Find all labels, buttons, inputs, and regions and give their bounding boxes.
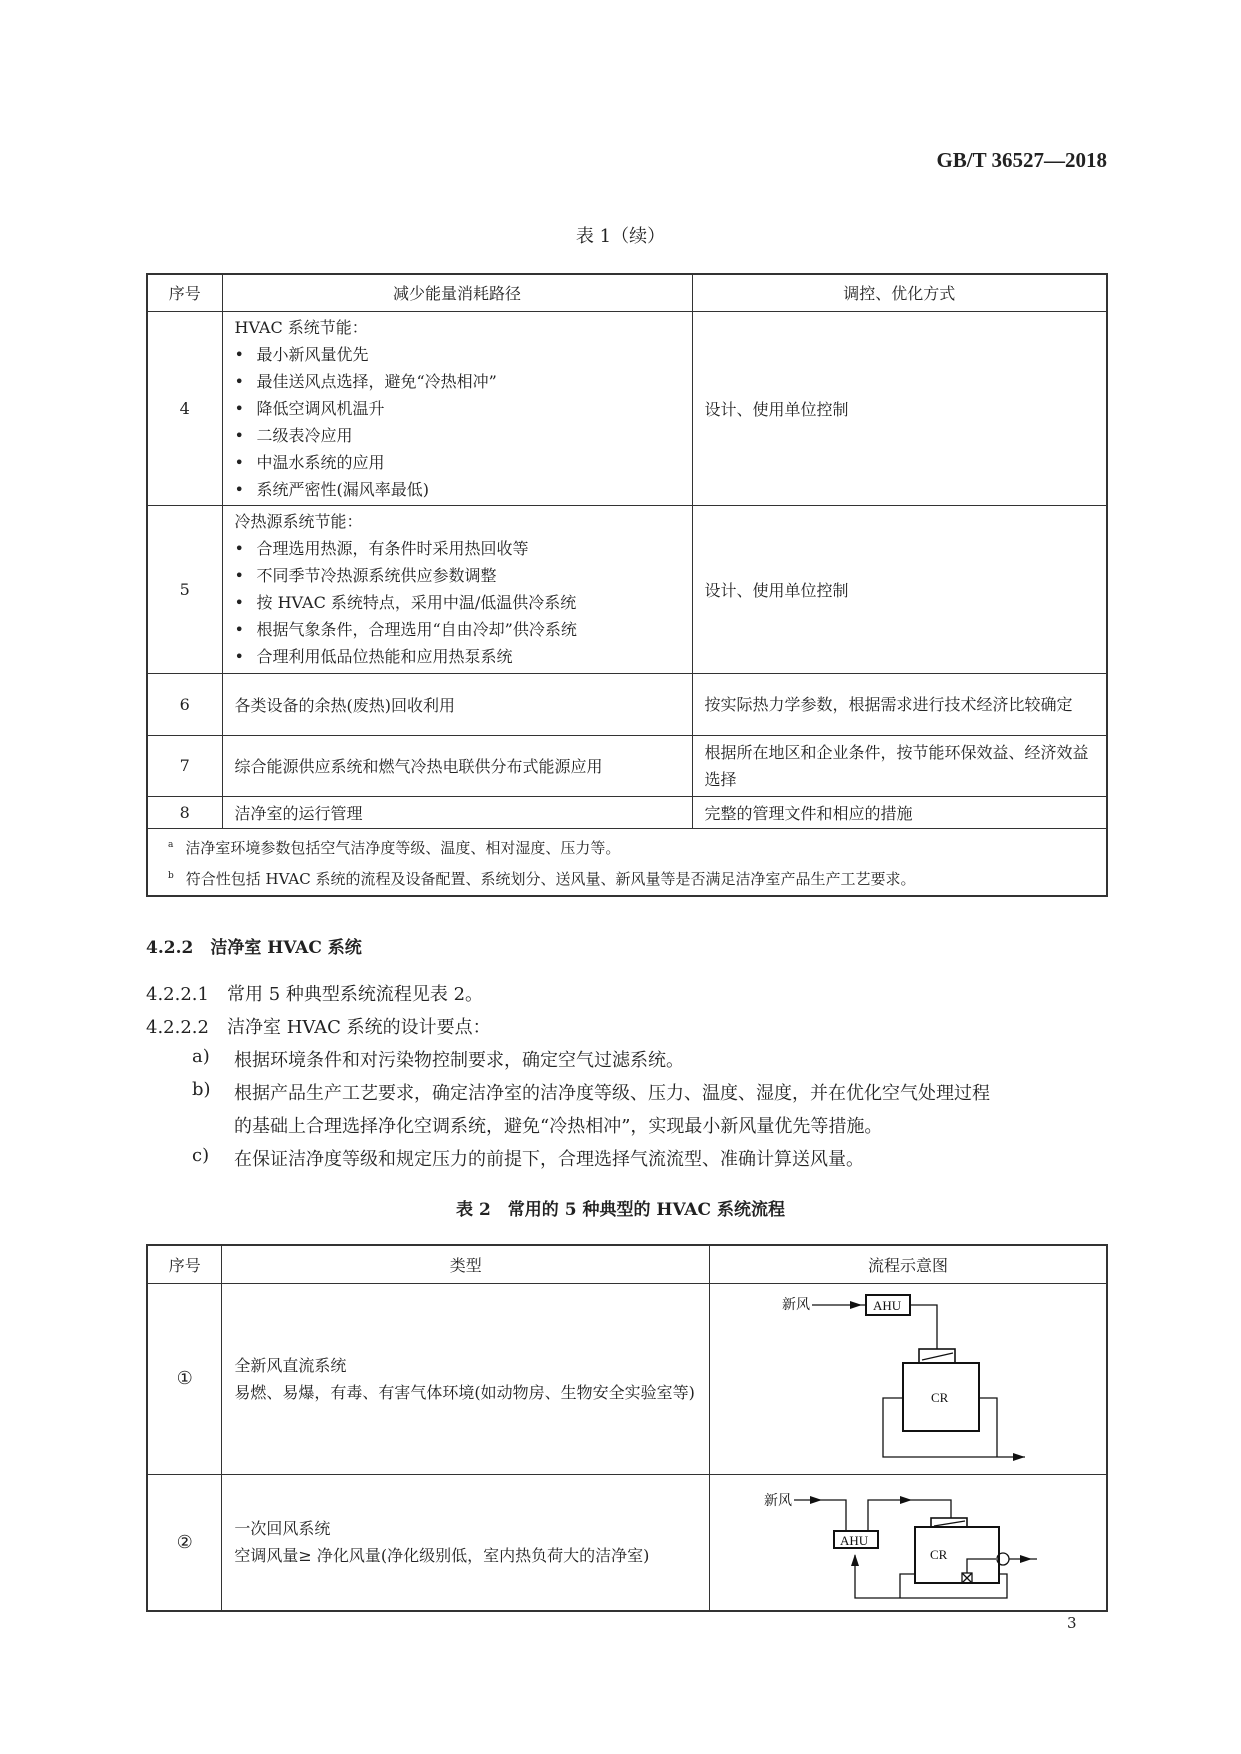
page-number: 3 — [1067, 1614, 1077, 1632]
col-header: 类型 — [222, 1245, 710, 1283]
svg-text:AHU: AHU — [840, 1532, 869, 1548]
bullet-list — [235, 341, 680, 503]
system-desc: 空调风量≥ 净化风量(净化级别低，室内热负荷大的洁净室) — [234, 1546, 650, 1565]
system-name: 全新风直流系统 — [234, 1355, 347, 1375]
list-mark: b) — [192, 1079, 211, 1100]
row-heading: 冷热源系统节能： — [234, 512, 363, 531]
list-item: • 合理利用低品位热能和应用热泵系统 — [257, 643, 680, 670]
svg-text:CR: CR — [930, 1546, 948, 1562]
table-row — [147, 1283, 1107, 1474]
standard-code: GB/T 36527—2018 — [936, 148, 1107, 172]
list-item: • 降低空调风机温升 — [257, 395, 680, 422]
row-no: 7 — [147, 735, 222, 796]
list-item: • 不同季节冷热源系统供应参数调整 — [257, 562, 680, 589]
table-row — [147, 311, 1107, 505]
flow-diagram-primary-return — [710, 1475, 1106, 1606]
row-no: ① — [147, 1283, 222, 1474]
list-item: • 系统严密性(漏风率最低) — [257, 476, 680, 503]
table-footnotes — [147, 828, 1107, 896]
row-path: 各类设备的余热(废热)回收利用 — [222, 673, 692, 735]
row-no: 8 — [147, 796, 222, 828]
list-item: • 按 HVAC 系统特点，采用中温/低温供冷系统 — [257, 589, 680, 616]
row-no: ② — [147, 1474, 222, 1611]
table-row — [147, 673, 1107, 735]
list-mark: a) — [192, 1046, 210, 1067]
svg-text:CR: CR — [931, 1389, 949, 1405]
flow-diagram-once-through — [710, 1284, 1106, 1470]
table-row — [147, 735, 1107, 796]
row-method: 设计、使用单位控制 — [692, 505, 1107, 673]
col-header: 流程示意图 — [710, 1245, 1108, 1283]
table-row — [147, 1474, 1107, 1611]
list-item: 的基础上合理选择净化空调系统，避免“冷热相冲”，实现最小新风量优先等措施。 — [234, 1116, 883, 1137]
row-method: 设计、使用单位控制 — [692, 311, 1107, 505]
system-desc: 易燃、易爆，有毒、有害气体环境(如动物房、生物安全实验室等) — [234, 1382, 695, 1402]
list-item: • 中温水系统的应用 — [257, 449, 680, 476]
system-name: 一次回风系统 — [234, 1519, 331, 1538]
row-no: 5 — [147, 505, 222, 673]
row-method: 按实际热力学参数，根据需求进行技术经济比较确定 — [692, 673, 1107, 735]
svg-text:新风: 新风 — [782, 1297, 810, 1313]
row-path: 洁净室的运行管理 — [222, 796, 692, 828]
svg-text:新风: 新风 — [764, 1493, 792, 1509]
bullet-list — [235, 535, 680, 670]
list-mark: c) — [192, 1145, 210, 1166]
list-item: • 最小新风量优先 — [257, 341, 680, 368]
list-item: • 最佳送风点选择，避免“冷热相冲” — [257, 368, 680, 395]
table-row — [147, 505, 1107, 673]
table2 — [146, 1244, 1108, 1612]
table2-title: 表 2 常用的 5 种典型的 HVAC 系统流程 — [456, 1200, 785, 1220]
paragraph: 4.2.2.1 常用 5 种典型系统流程见表 2。 — [146, 984, 484, 1005]
footnote: $^b$ 符合性包括 HVAC 系统的流程及设备配置、系统划分、送风量、新风量等是否满足洁净室产品生产工艺要求。 — [168, 869, 916, 888]
row-no: 6 — [147, 673, 222, 735]
table-row — [147, 796, 1107, 828]
col-header: 序号 — [147, 1245, 222, 1283]
table1 — [146, 273, 1108, 897]
list-item: 在保证洁净度等级和规定压力的前提下，合理选择气流流型、准确计算送风量。 — [234, 1149, 864, 1170]
list-item: • 根据气象条件，合理选用“自由冷却”供冷系统 — [257, 616, 680, 643]
paragraph: 4.2.2.2 洁净室 HVAC 系统的设计要点： — [146, 1017, 491, 1038]
list-item: 根据产品生产工艺要求，确定洁净室的洁净度等级、压力、温度、湿度，并在优化空气处理过程 — [234, 1083, 990, 1104]
col-header: 减少能量消耗路径 — [222, 274, 692, 311]
row-no: 4 — [147, 311, 222, 505]
table1-title: 表 1（续） — [575, 226, 666, 247]
row-heading: HVAC 系统节能： — [234, 317, 368, 337]
list-item: • 合理选用热源，有条件时采用热回收等 — [257, 535, 680, 562]
row-method: 根据所在地区和企业条件，按节能环保效益、经济效益选择 — [692, 735, 1107, 796]
col-header: 序号 — [147, 274, 222, 311]
svg-text:AHU: AHU — [873, 1297, 902, 1313]
footnote: $^a$ 洁净室环境参数包括空气洁净度等级、温度、相对湿度、压力等。 — [168, 838, 621, 857]
row-path: 综合能源供应系统和燃气冷热电联供分布式能源应用 — [222, 735, 692, 796]
row-method: 完整的管理文件和相应的措施 — [692, 796, 1107, 828]
list-item: • 二级表冷应用 — [257, 422, 680, 449]
section-heading: 4.2.2 洁净室 HVAC 系统 — [146, 938, 362, 958]
list-item: 根据环境条件和对污染物控制要求，确定空气过滤系统。 — [234, 1050, 684, 1071]
col-header: 调控、优化方式 — [692, 274, 1107, 311]
